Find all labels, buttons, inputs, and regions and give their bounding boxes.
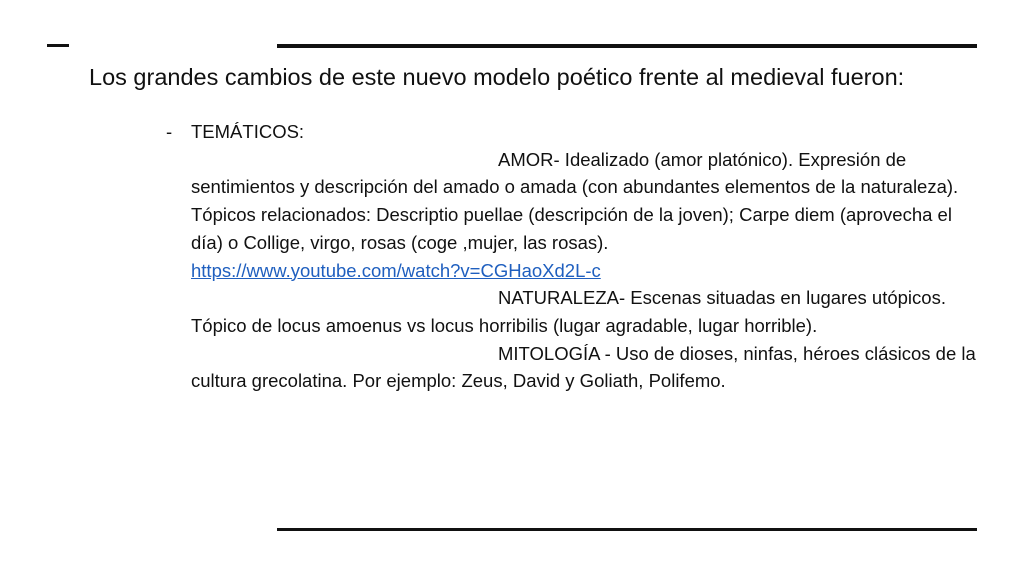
- paragraph-mitologia: MITOLOGÍA - Uso de dioses, ninfas, héroes clásicos de la cultura grecolatina. Por ejemplo: Zeus, David y Goliath, Polifemo.: [191, 342, 976, 392]
- bullet-label: TEMÁTICOS:: [191, 121, 305, 142]
- paragraph-link: [191, 257, 981, 285]
- slide-title: Los grandes cambios de este nuevo modelo poético frente al medieval fueron:: [89, 64, 905, 90]
- youtube-link[interactable]: https://www.youtube.com/watch?v=CGHaoXd2L-c: [191, 259, 601, 281]
- bullet-tematicos: [166, 118, 981, 146]
- paragraph-naturaleza: NATURALEZA- Escenas situadas en lugares utópicos. Tópico de locus amoenus vs locus horribilis (lugar agradable, lugar horrible).: [191, 287, 946, 336]
- paragraph-amor: AMOR- Idealizado (amor platónico). Expresión de sentimientos y descripción del amado o amada (con abundantes elementos de la naturaleza). Tópicos relacionados: Descriptio puellae (descripción de la joven); Carpe diem (aprovecha el día) o Collige, virgo, rosas (coge ,mujer, las rosas).: [191, 148, 959, 253]
- bottom-rule: [277, 528, 977, 531]
- top-rule: [277, 44, 977, 48]
- corner-dash-decoration: [47, 44, 69, 47]
- bullet-dash-icon: -: [166, 121, 173, 142]
- body-content: [166, 118, 981, 395]
- topic-list: [191, 146, 981, 395]
